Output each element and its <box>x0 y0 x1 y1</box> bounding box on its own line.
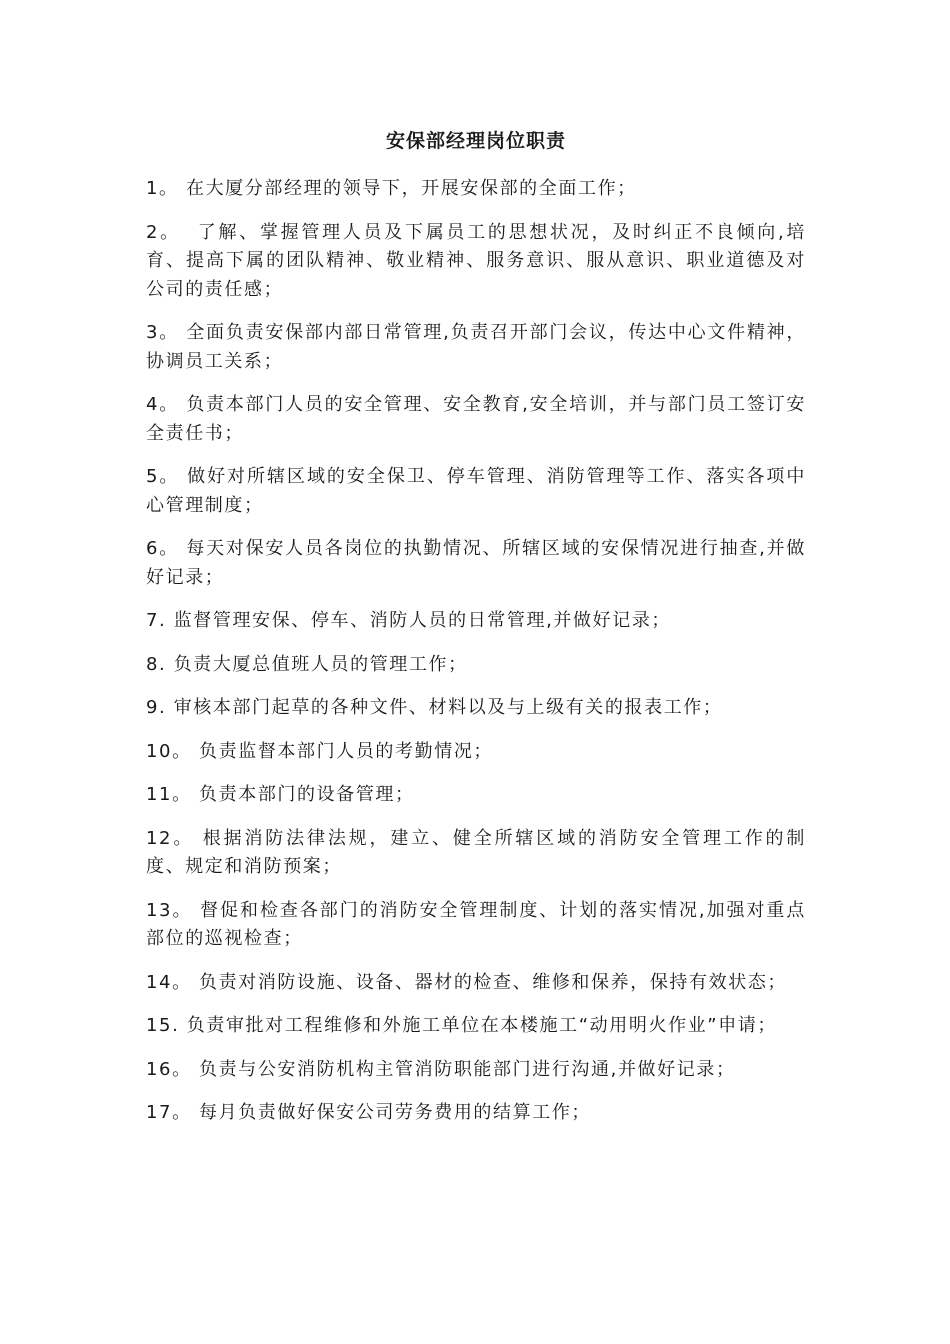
list-item: 7. 监督管理安保、停车、消防人员的日常管理,并做好记录； <box>146 610 672 631</box>
list-item: 5。 做好对所辖区域的安全保卫、停车管理、消防管理等工作、落实各项中心管理制度； <box>146 466 806 516</box>
duty-list <box>146 175 806 1128</box>
list-item: 4。 负责本部门人员的安全管理、安全教育,安全培训，并与部门员工签订安全责任书； <box>146 394 806 444</box>
list-item: 13。 督促和检查各部门的消防安全管理制度、计划的落实情况,加强对重点部位的巡视检查； <box>146 899 806 949</box>
list-item: 11。 负责本部门的设备管理； <box>146 784 415 805</box>
list-item: 12。 根据消防法律法规，建立、健全所辖区域的消防安全管理工作的制度、规定和消防预案； <box>146 827 806 877</box>
list-item: 6。 每天对保安人员各岗位的执勤情况、所辖区域的安保情况进行抽查,并做好记录； <box>146 538 806 588</box>
list-item: 15. 负责审批对工程维修和外施工单位在本楼施工“动用明火作业”申请； <box>146 1015 777 1036</box>
list-item: 8. 负责大厦总值班人员的管理工作； <box>146 653 468 675</box>
list-item: 16。 负责与公安消防机构主管消防职能部门进行沟通,并做好记录； <box>146 1058 736 1080</box>
document-page <box>146 126 806 1143</box>
list-item: 3。 全面负责安保部内部日常管理,负责召开部门会议，传达中心文件精神，协调员工关系； <box>146 322 806 372</box>
list-item: 9. 审核本部门起草的各种文件、材料以及与上级有关的报表工作； <box>146 697 723 718</box>
document-title: 安保部经理岗位职责 <box>385 130 566 152</box>
list-item: 10。 负责监督本部门人员的考勤情况； <box>146 740 494 762</box>
list-item: 17。 每月负责做好保安公司劳务费用的结算工作； <box>146 1102 592 1123</box>
list-item: 2。 了解、掌握管理人员及下属员工的思想状况，及时纠正不良倾向,培育、提高下属的团队精神、敬业精神、服务意识、服从意识、职业道德及对公司的责任感； <box>146 221 806 300</box>
list-item: 1。 在大厦分部经理的领导下，开展安保部的全面工作； <box>146 178 637 199</box>
list-item: 14。 负责对消防设施、设备、器材的检查、维修和保养，保持有效状态； <box>146 971 788 993</box>
